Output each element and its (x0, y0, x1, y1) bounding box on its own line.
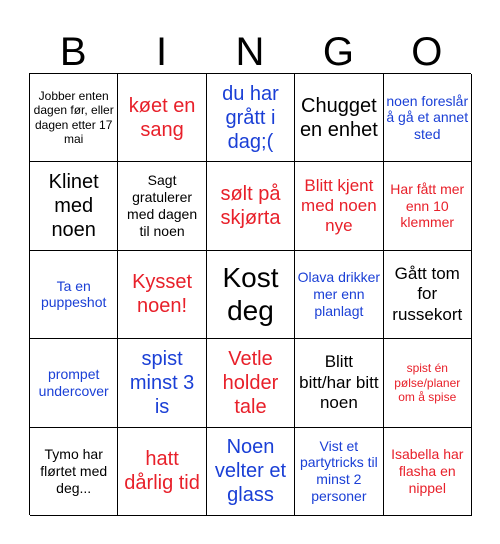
bingo-cell-text: Blitt kjent med noen nye (301, 175, 377, 236)
bingo-cell[interactable] (295, 74, 383, 162)
bingo-cell-text: Chugget en enhet (299, 94, 378, 141)
bingo-cell-text: hatt dårlig tid (124, 448, 200, 495)
bingo-cell[interactable] (118, 74, 206, 162)
bingo-cell-text: sølt på skjørta (220, 183, 281, 230)
bingo-header (29, 30, 471, 74)
bingo-cell-text: Kysset noen! (132, 271, 193, 318)
bingo-cell[interactable] (295, 428, 383, 516)
bingo-cell[interactable] (118, 251, 206, 339)
bingo-cell-text: Vetle holder tale (222, 347, 279, 418)
bingo-cell[interactable] (30, 339, 118, 427)
header-letter-i: I (156, 30, 168, 74)
bingo-cell-text: Sagt gratulerer med dagen til noen (127, 172, 198, 239)
bingo-cell-text: spist minst 3 is (129, 347, 195, 418)
bingo-cell[interactable] (384, 162, 472, 250)
bingo-cell-text: Blitt bitt/har bitt noen (299, 352, 379, 413)
bingo-cell-text: Klinet med noen (48, 171, 99, 242)
bingo-cell-text: Isabella har flasha en nippel (391, 446, 464, 496)
header-letter-g: G (322, 30, 354, 74)
bingo-cell[interactable] (295, 251, 383, 339)
bingo-cell-text: Olava drikker mer enn planlagt (297, 269, 381, 319)
bingo-cell[interactable] (30, 74, 118, 162)
bingo-cell[interactable] (207, 162, 295, 250)
bingo-cell-text: spist én pølse/planer om å spise (394, 361, 461, 405)
bingo-cell-text: du har grått i dag;( (222, 82, 279, 153)
bingo-cell-text: Ta en puppeshot (40, 277, 107, 311)
header-letter-o: O (411, 30, 443, 74)
header-letter-n: N (235, 30, 265, 74)
bingo-cell[interactable] (118, 428, 206, 516)
bingo-cell[interactable] (207, 428, 295, 516)
bingo-cell[interactable] (30, 251, 118, 339)
bingo-cell-text: Tymo har flørtet med deg... (40, 446, 108, 496)
bingo-cell[interactable] (384, 74, 472, 162)
bingo-cell[interactable] (295, 339, 383, 427)
bingo-cell[interactable] (30, 428, 118, 516)
bingo-grid (29, 73, 471, 515)
bingo-cell-text: Noen velter et glass (214, 436, 287, 507)
bingo-cell[interactable] (384, 428, 472, 516)
bingo-cell-text: prompet undercover (38, 366, 109, 399)
bingo-cell-text: Kost deg (222, 261, 279, 327)
bingo-cell-text: Har fått mer enn 10 klemmer (390, 180, 465, 231)
header-letter-b: B (59, 30, 87, 74)
bingo-cell-text: Vist et partytricks til minst 2 personer (299, 437, 378, 505)
bingo-cell[interactable] (207, 251, 295, 339)
bingo-cell[interactable] (118, 162, 206, 250)
bingo-cell[interactable] (30, 162, 118, 250)
bingo-cell[interactable] (207, 339, 295, 427)
bingo-cell[interactable] (118, 339, 206, 427)
bingo-cell-text: køet en sang (128, 94, 196, 141)
bingo-cell-text: Gått tom for russekort (392, 263, 463, 324)
bingo-cell[interactable] (207, 74, 295, 162)
bingo-cell-text: noen foreslår å gå et annet sted (386, 92, 469, 143)
bingo-cell-text: Jobber enten dagen før, eller dagen etter 17 mai (33, 88, 114, 147)
bingo-cell[interactable] (295, 162, 383, 250)
bingo-cell[interactable] (384, 339, 472, 427)
bingo-cell[interactable] (384, 251, 472, 339)
